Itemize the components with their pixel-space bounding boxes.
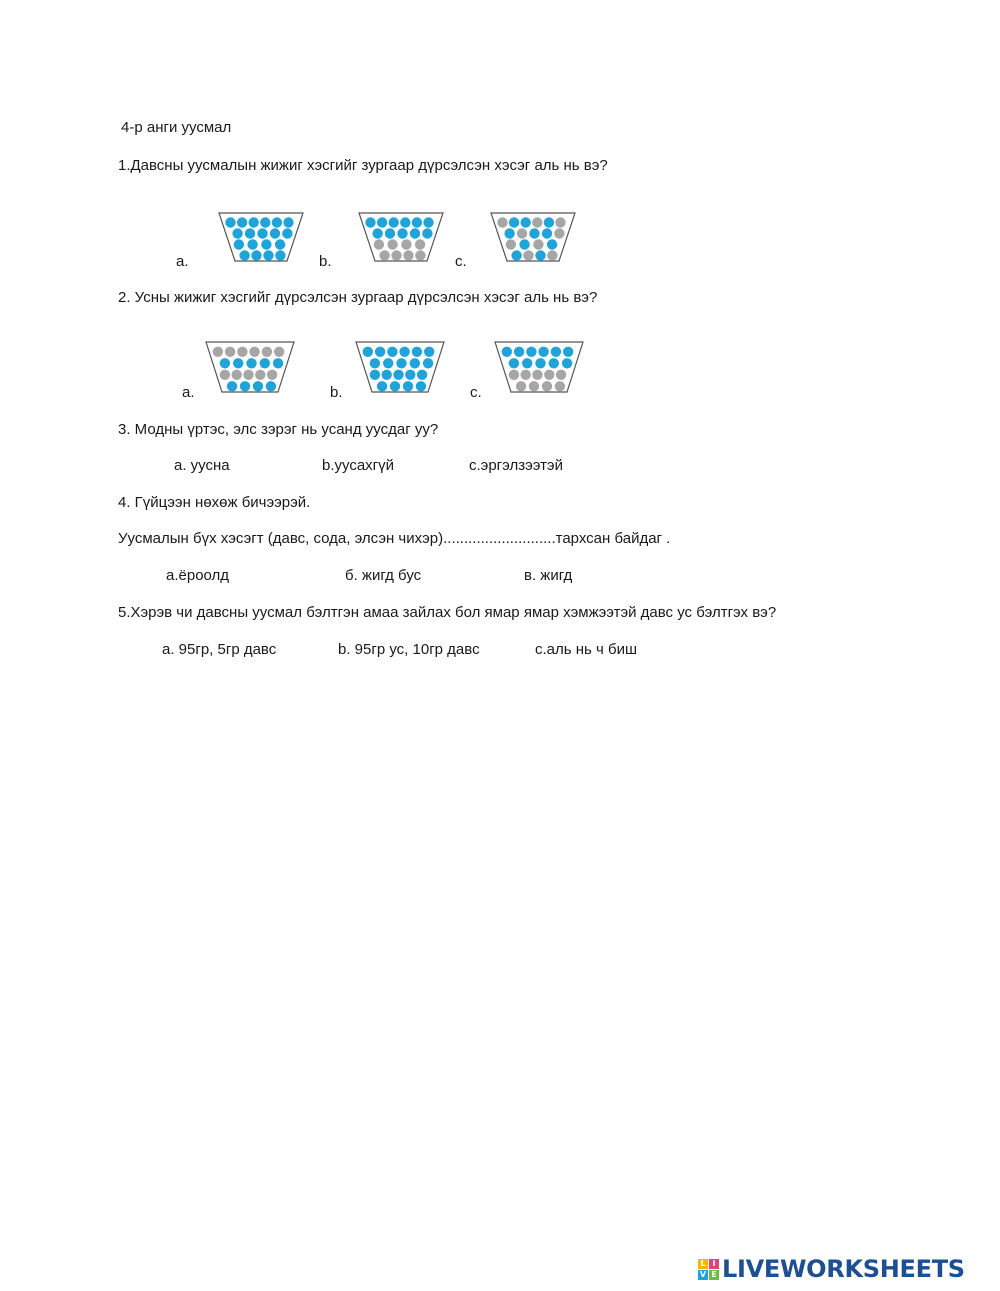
solute-particle bbox=[253, 381, 263, 391]
solute-particle bbox=[542, 228, 552, 238]
water-particle bbox=[249, 347, 259, 357]
question-2-text: 2. Усны жижиг хэсгийг дүрсэлсэн зургаар дүрсэлсэн хэсэг аль нь вэ? bbox=[118, 289, 598, 306]
solute-particle bbox=[245, 228, 255, 238]
solute-particle bbox=[227, 381, 237, 391]
q2-option-c-cup[interactable] bbox=[494, 339, 584, 395]
water-particle bbox=[243, 370, 253, 380]
solute-particle bbox=[261, 239, 271, 249]
q5-option-b[interactable]: b. 95гр ус, 10гр давс bbox=[338, 641, 480, 658]
logo-text: LIVEWORKSHEETS bbox=[722, 1255, 965, 1283]
water-particle bbox=[387, 239, 397, 249]
water-particle bbox=[401, 239, 411, 249]
solute-particle bbox=[383, 358, 393, 368]
q1-option-c-cup[interactable] bbox=[490, 210, 576, 264]
q3-option-b[interactable]: b.уусахгүй bbox=[322, 457, 395, 474]
question-5-text: 5.Хэрэв чи давсны уусмал бэлтгэн амаа зайлах бол ямар ямар хэмжээтэй давс ус бэлтгэх вэ? bbox=[118, 604, 777, 621]
q2-option-c-label: c. bbox=[470, 384, 482, 401]
water-particle bbox=[509, 370, 519, 380]
question-1-text: 1.Давсны уусмалын жижиг хэсгийг зургаар дүрсэлсэн хэсэг аль нь вэ? bbox=[118, 157, 608, 174]
solute-particle bbox=[260, 358, 270, 368]
page-title: 4-р анги уусмал bbox=[121, 119, 232, 136]
water-particle bbox=[237, 347, 247, 357]
water-particle bbox=[274, 347, 284, 357]
water-particle bbox=[555, 381, 565, 391]
solute-particle bbox=[563, 347, 573, 357]
water-particle bbox=[415, 250, 425, 260]
solute-particle bbox=[239, 250, 249, 260]
solute-particle bbox=[544, 217, 554, 227]
q1-option-b-label: b. bbox=[319, 253, 332, 270]
solute-particle bbox=[521, 217, 531, 227]
q1-option-c-label: c. bbox=[455, 253, 467, 270]
water-particle bbox=[533, 239, 543, 249]
solute-particle bbox=[246, 358, 256, 368]
solute-particle bbox=[410, 228, 420, 238]
solute-particle bbox=[375, 347, 385, 357]
water-particle bbox=[220, 370, 230, 380]
solute-particle bbox=[509, 358, 519, 368]
solute-particle bbox=[547, 239, 557, 249]
solute-particle bbox=[382, 370, 392, 380]
solute-particle bbox=[538, 347, 548, 357]
q4-option-b[interactable]: б. жигд бус bbox=[345, 567, 422, 584]
water-particle bbox=[213, 347, 223, 357]
solute-particle bbox=[535, 250, 545, 260]
q2-option-a-cup[interactable] bbox=[205, 339, 295, 395]
solute-particle bbox=[263, 250, 273, 260]
water-particle bbox=[415, 239, 425, 249]
solute-particle bbox=[423, 217, 433, 227]
solute-particle bbox=[502, 347, 512, 357]
water-particle bbox=[532, 217, 542, 227]
solute-particle bbox=[370, 370, 380, 380]
solute-particle bbox=[275, 239, 285, 249]
solute-particle bbox=[549, 358, 559, 368]
solute-particle bbox=[385, 228, 395, 238]
solute-particle bbox=[551, 347, 561, 357]
solute-particle bbox=[535, 358, 545, 368]
q2-option-a-label: a. bbox=[182, 384, 195, 401]
solute-particle bbox=[412, 347, 422, 357]
solute-particle bbox=[519, 239, 529, 249]
water-particle bbox=[267, 370, 277, 380]
solute-particle bbox=[400, 217, 410, 227]
water-particle bbox=[255, 370, 265, 380]
solute-particle bbox=[275, 250, 285, 260]
question-4-sentence: Уусмалын бүх хэсэгт (давс, сода, элсэн чихэр)...........................тархсан байдаг . bbox=[118, 530, 671, 547]
water-particle bbox=[521, 370, 531, 380]
water-particle bbox=[232, 370, 242, 380]
water-particle bbox=[516, 381, 526, 391]
water-particle bbox=[547, 250, 557, 260]
solute-particle bbox=[372, 228, 382, 238]
solute-particle bbox=[399, 347, 409, 357]
solute-particle bbox=[282, 228, 292, 238]
solute-particle bbox=[403, 381, 413, 391]
solute-particle bbox=[387, 347, 397, 357]
solute-particle bbox=[393, 370, 403, 380]
solute-particle bbox=[410, 358, 420, 368]
solute-particle bbox=[511, 250, 521, 260]
water-particle bbox=[497, 217, 507, 227]
solute-particle bbox=[514, 347, 524, 357]
water-particle bbox=[532, 370, 542, 380]
solute-particle bbox=[423, 358, 433, 368]
solute-particle bbox=[233, 358, 243, 368]
question-4-text: 4. Гүйцээн нөхөж бичээрэй. bbox=[118, 494, 311, 511]
liveworksheets-logo bbox=[698, 1254, 965, 1284]
water-particle bbox=[555, 217, 565, 227]
solute-particle bbox=[225, 217, 235, 227]
q5-option-c[interactable]: c.аль нь ч биш bbox=[535, 641, 637, 658]
solute-particle bbox=[390, 381, 400, 391]
solute-particle bbox=[526, 347, 536, 357]
water-particle bbox=[225, 347, 235, 357]
solute-particle bbox=[270, 228, 280, 238]
solute-particle bbox=[266, 381, 276, 391]
solute-particle bbox=[237, 217, 247, 227]
q1-option-a-label: a. bbox=[176, 253, 189, 270]
q3-option-a[interactable]: a. уусна bbox=[174, 457, 230, 474]
solute-particle bbox=[232, 228, 242, 238]
solute-particle bbox=[504, 228, 514, 238]
solute-particle bbox=[412, 217, 422, 227]
solute-particle bbox=[377, 381, 387, 391]
solute-particle bbox=[370, 358, 380, 368]
water-particle bbox=[374, 239, 384, 249]
water-particle bbox=[506, 239, 516, 249]
solute-particle bbox=[220, 358, 230, 368]
solute-particle bbox=[389, 217, 399, 227]
water-particle bbox=[391, 250, 401, 260]
solute-particle bbox=[240, 381, 250, 391]
solute-particle bbox=[273, 358, 283, 368]
water-particle bbox=[556, 370, 566, 380]
solute-particle bbox=[397, 228, 407, 238]
q1-option-b-cup[interactable] bbox=[358, 210, 444, 264]
solute-particle bbox=[363, 347, 373, 357]
water-particle bbox=[403, 250, 413, 260]
solute-particle bbox=[283, 217, 293, 227]
q4-option-a[interactable]: а.ёроолд bbox=[166, 567, 230, 584]
q2-option-b-cup[interactable] bbox=[355, 339, 445, 395]
solute-particle bbox=[424, 347, 434, 357]
water-particle bbox=[554, 228, 564, 238]
q3-option-c[interactable]: c.эргэлзээтэй bbox=[469, 457, 563, 474]
solute-particle bbox=[377, 217, 387, 227]
water-particle bbox=[542, 381, 552, 391]
solute-particle bbox=[251, 250, 261, 260]
solute-particle bbox=[272, 217, 282, 227]
solute-particle bbox=[522, 358, 532, 368]
solute-particle bbox=[562, 358, 572, 368]
water-particle bbox=[262, 347, 272, 357]
q5-option-a[interactable]: a. 95гр, 5гр давс bbox=[162, 641, 277, 658]
solute-particle bbox=[260, 217, 270, 227]
solute-particle bbox=[422, 228, 432, 238]
solute-particle bbox=[416, 381, 426, 391]
solute-particle bbox=[247, 239, 257, 249]
q1-option-a-cup[interactable] bbox=[218, 210, 304, 264]
solute-particle bbox=[396, 358, 406, 368]
water-particle bbox=[529, 381, 539, 391]
solute-particle bbox=[509, 217, 519, 227]
solute-particle bbox=[529, 228, 539, 238]
water-particle bbox=[544, 370, 554, 380]
solute-particle bbox=[249, 217, 259, 227]
solute-particle bbox=[417, 370, 427, 380]
q4-option-c[interactable]: в. жигд bbox=[524, 567, 573, 584]
water-particle bbox=[517, 228, 527, 238]
water-particle bbox=[379, 250, 389, 260]
solute-particle bbox=[365, 217, 375, 227]
water-particle bbox=[523, 250, 533, 260]
solute-particle bbox=[405, 370, 415, 380]
logo-badge-icon: L I V E bbox=[698, 1259, 719, 1280]
q2-option-b-label: b. bbox=[330, 384, 343, 401]
solute-particle bbox=[257, 228, 267, 238]
question-3-text: 3. Модны үртэс, элс зэрэг нь усанд уусдаг уу? bbox=[118, 421, 439, 438]
solute-particle bbox=[234, 239, 244, 249]
